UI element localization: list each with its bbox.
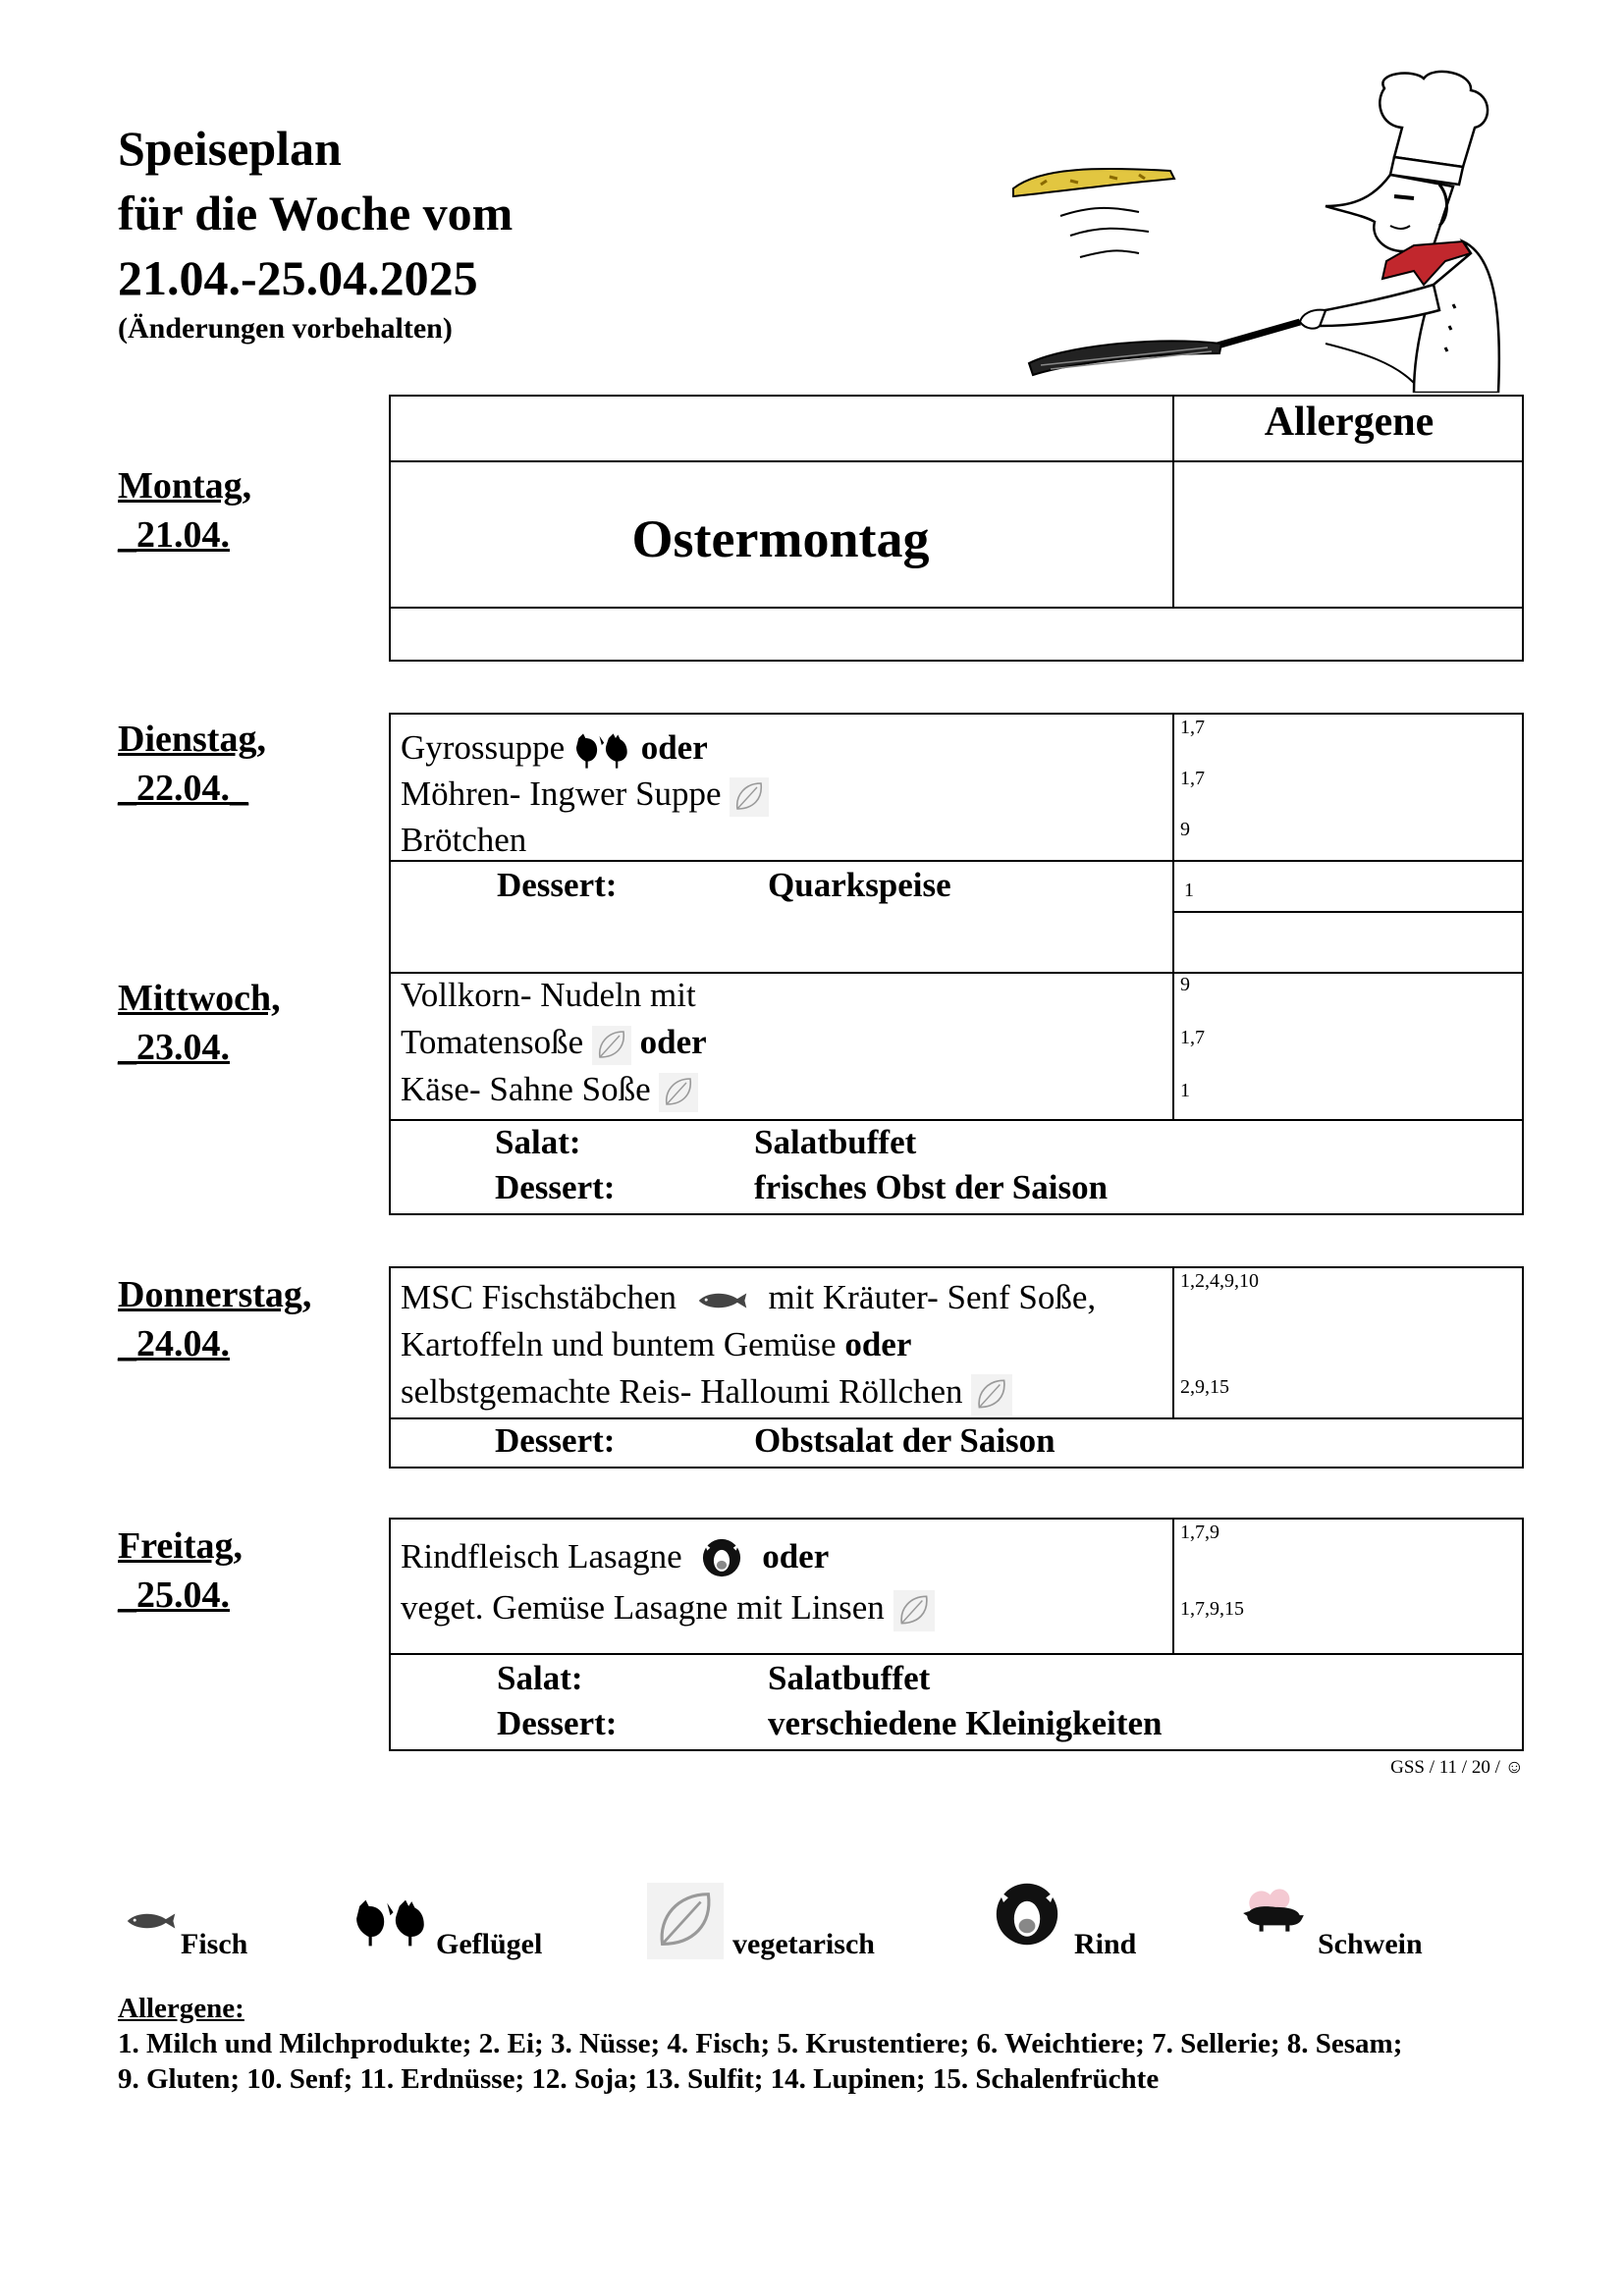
legend-beef: Rind xyxy=(1074,1928,1137,1960)
thursday-dessert-label: Dessert: xyxy=(495,1421,616,1460)
chef-flipping-pancake-icon xyxy=(1001,69,1512,393)
thursday-allergens-1: 1,2,4,9,10 xyxy=(1180,1270,1259,1292)
thursday-dish-3: selbstgemachte Reis- Halloumi Röllchen xyxy=(401,1368,1012,1415)
allergens-heading: Allergene: xyxy=(118,1993,244,2024)
wednesday-salad: Salatbuffet xyxy=(754,1123,917,1161)
friday-allergens-1: 1,7,9 xyxy=(1180,1522,1219,1543)
day-label-friday: Freitag, _25.04. xyxy=(118,1525,243,1616)
chicken-icon xyxy=(573,731,632,771)
leaf-icon xyxy=(730,777,769,817)
pig-icon xyxy=(1239,1889,1310,1934)
title-line-3: 21.04.-25.04.2025 xyxy=(118,250,478,305)
wednesday-dish-1: Vollkorn- Nudeln mit xyxy=(401,976,696,1014)
tuesday-dish-3: Brötchen xyxy=(401,821,527,859)
tuesday-allergens-1: 1,7 xyxy=(1180,717,1205,738)
chicken-icon xyxy=(353,1896,430,1949)
thursday-dish-2: Kartoffeln und buntem Gemüse oder xyxy=(401,1325,912,1363)
day-label-thursday: Donnerstag, _24.04. xyxy=(118,1274,312,1364)
tuesday-dish-1: Gyrossuppe oder xyxy=(401,724,708,771)
title-line-1: Speiseplan xyxy=(118,121,342,176)
wednesday-dessert: frisches Obst der Saison xyxy=(754,1168,1109,1206)
tuesday-dessert-allergens: 1 xyxy=(1184,880,1194,901)
tuesday-dish-2: Möhren- Ingwer Suppe xyxy=(401,771,769,817)
legend-fish: Fisch xyxy=(181,1928,248,1960)
page-title xyxy=(118,116,513,310)
leaf-icon xyxy=(971,1374,1012,1415)
tuesday-dessert: Quarkspeise xyxy=(768,866,951,904)
wednesday-dish-2: Tomatensoße oder xyxy=(401,1019,707,1065)
holiday-monday: Ostermontag xyxy=(631,509,930,568)
thursday-dish-1: MSC Fischstäbchen mit Kräuter- Senf Soße, xyxy=(401,1278,1097,1316)
subtitle: (Änderungen vorbehalten) xyxy=(118,312,453,345)
leaf-icon xyxy=(893,1590,935,1631)
day-label-wednesday: Mittwoch, _23.04. xyxy=(118,978,281,1068)
day-label-monday: Montag, _21.04. xyxy=(118,465,252,556)
allergens-list-line-2: 9. Gluten; 10. Senf; 11. Erdnüsse; 12. Soja; 13. Sulfit; 14. Lupinen; 15. Schalenfrüchte xyxy=(118,2063,1160,2095)
thursday-allergens-2: 2,9,15 xyxy=(1180,1376,1229,1398)
thursday-dessert: Obstsalat der Saison xyxy=(754,1421,1056,1460)
allergens-list-line-1: 1. Milch und Milchprodukte; 2. Ei; 3. Nüsse; 4. Fisch; 5. Krustentiere; 6. Weichtiere; 7. Sellerie; 8. Sesam; xyxy=(118,2028,1403,2059)
friday-dessert: verschiedene Kleinigkeiten xyxy=(768,1704,1163,1742)
document-code: GSS / 11 / 20 / ☺ xyxy=(1390,1757,1524,1778)
fish-icon xyxy=(695,1288,750,1313)
wednesday-dish-3: Käse- Sahne Soße xyxy=(401,1066,698,1112)
tuesday-allergens-3: 9 xyxy=(1180,819,1190,840)
wednesday-allergens-3: 1 xyxy=(1180,1080,1190,1101)
friday-dessert-label: Dessert: xyxy=(497,1704,618,1742)
friday-salad: Salatbuffet xyxy=(768,1659,931,1697)
tuesday-dessert-label: Dessert: xyxy=(497,866,618,904)
wednesday-dessert-label: Dessert: xyxy=(495,1168,616,1206)
wednesday-allergens-1: 9 xyxy=(1180,974,1190,995)
allergens-column-header: Allergene xyxy=(1264,400,1435,445)
cow-icon xyxy=(700,1536,743,1579)
day-label-tuesday: Dienstag, _22.04._ xyxy=(118,719,266,809)
tuesday-allergens-2: 1,7 xyxy=(1180,768,1205,789)
legend-poultry: Geflügel xyxy=(436,1928,543,1960)
legend-vegetarian: vegetarisch xyxy=(732,1928,875,1960)
leaf-icon xyxy=(659,1073,698,1112)
leaf-icon xyxy=(644,1883,727,1959)
fish-icon xyxy=(124,1908,179,1934)
friday-dish-2: veget. Gemüse Lasagne mit Linsen xyxy=(401,1584,935,1631)
friday-allergens-2: 1,7,9,15 xyxy=(1180,1598,1244,1620)
legend-pork: Schwein xyxy=(1318,1928,1423,1960)
leaf-icon xyxy=(592,1026,631,1065)
friday-dish-1: Rindfleisch Lasagne oder xyxy=(401,1533,829,1579)
wednesday-salad-label: Salat: xyxy=(495,1123,581,1161)
title-line-2: für die Woche vom xyxy=(118,186,514,240)
cow-icon xyxy=(992,1879,1062,1949)
friday-salad-label: Salat: xyxy=(497,1659,583,1697)
wednesday-allergens-2: 1,7 xyxy=(1180,1027,1205,1048)
